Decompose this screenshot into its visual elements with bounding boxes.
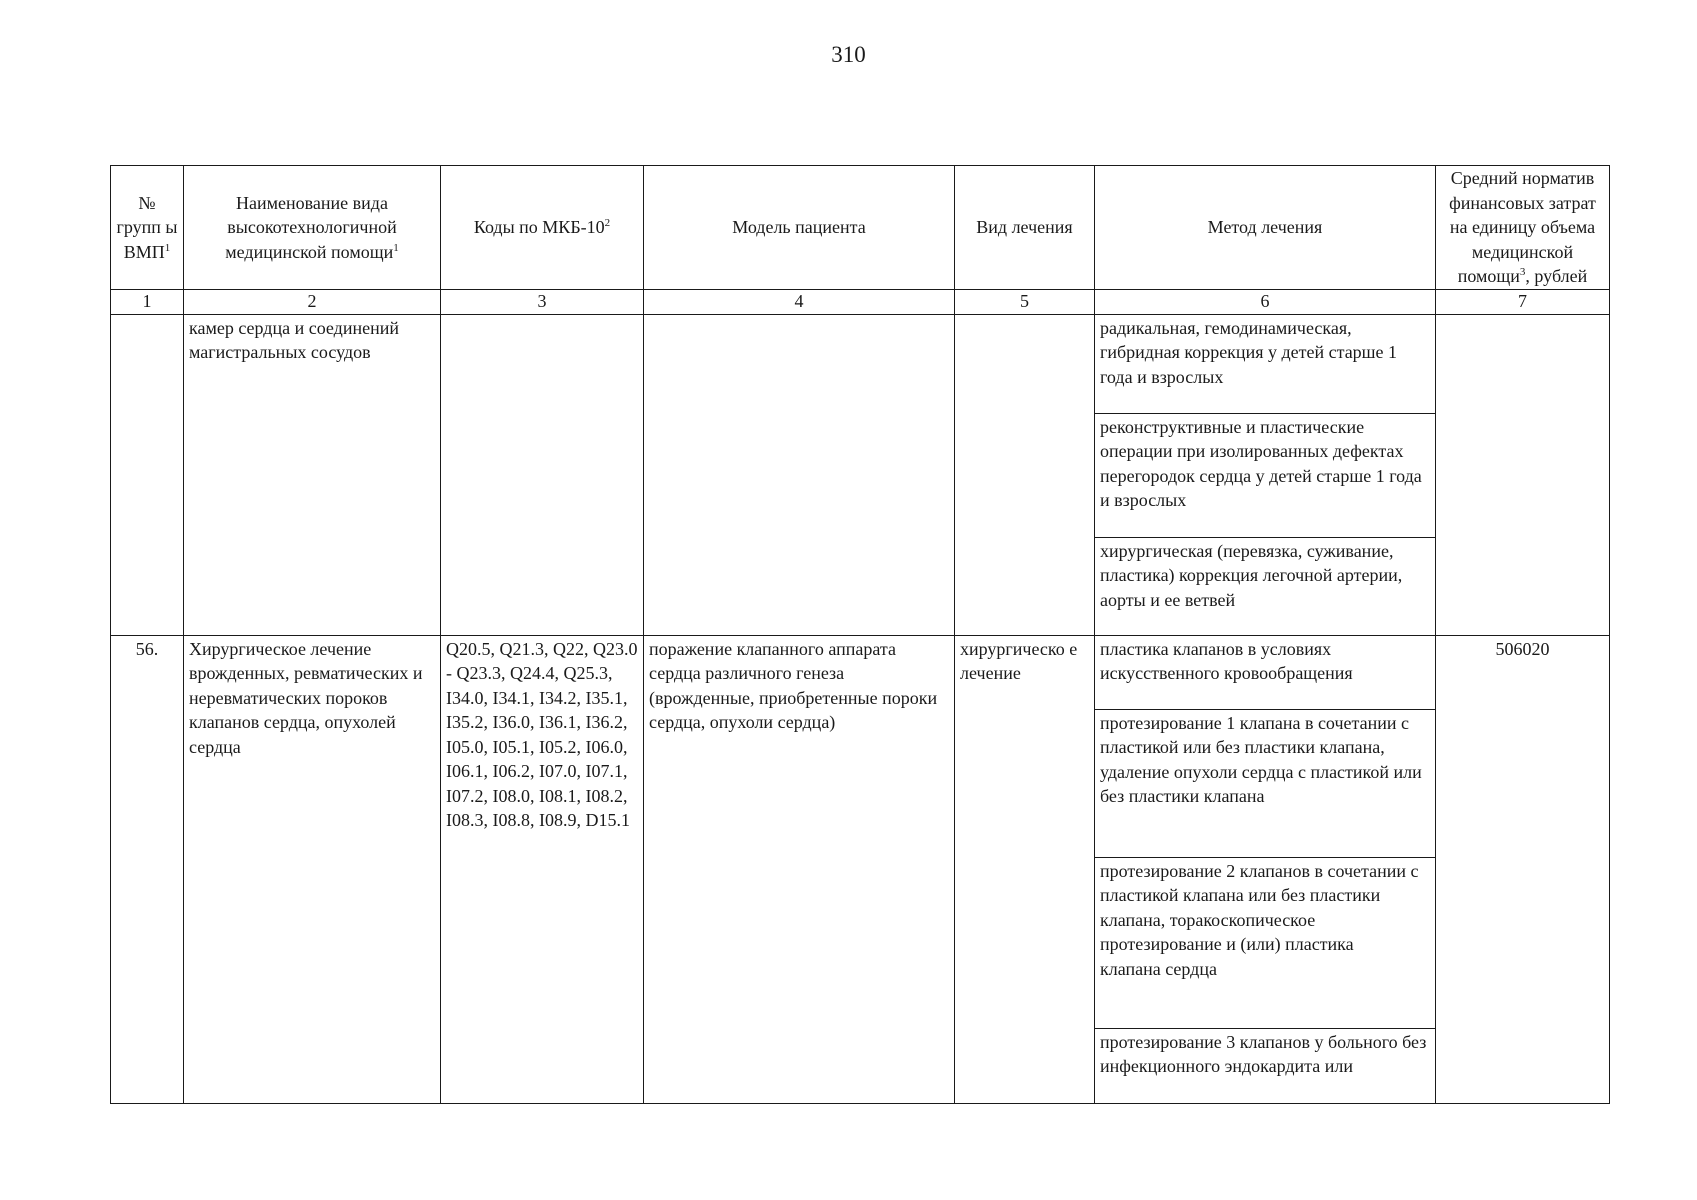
- group-number-cell: 56.: [111, 635, 184, 1103]
- vmp-table: [110, 165, 1610, 1104]
- care-name-cell: камер сердца и соединений магистральных сосудов: [184, 314, 441, 635]
- treatment-method: пластика клапанов в условиях искусственного кровообращения: [1095, 636, 1435, 710]
- column-number: 6: [1095, 289, 1436, 314]
- table-row: [111, 635, 1610, 1103]
- treatment-method: протезирование 2 клапанов в сочетании с пластикой клапана или без пластики клапана, торакоскопическое протезирование и (или) пластика клапана сердца: [1095, 858, 1435, 1029]
- patient-model-cell: [644, 314, 955, 635]
- group-number-cell: [111, 314, 184, 635]
- header-patient-model: Модель пациента: [644, 166, 955, 290]
- treatment-type-cell: хирургическо е лечение: [955, 635, 1095, 1103]
- treatment-method-cell: [1095, 635, 1436, 1103]
- treatment-method: протезирование 1 клапана в сочетании с пластикой или без пластики клапана, удаление опухоли сердца с пластикой или без пластики клапана: [1095, 710, 1435, 858]
- header-treatment-method: Метод лечения: [1095, 166, 1436, 290]
- column-number: 1: [111, 289, 184, 314]
- column-number: 2: [184, 289, 441, 314]
- header-group-number: № групп ы ВМП$^1$: [111, 166, 184, 290]
- treatment-method: радикальная, гемодинамическая, гибридная коррекция у детей старше 1 года и взрослых: [1095, 315, 1435, 414]
- page-number: 310: [831, 42, 866, 67]
- treatment-method: протезирование 3 клапанов у больного без инфекционного эндокардита или: [1100, 1031, 1427, 1076]
- column-number: 3: [441, 289, 644, 314]
- header-care-name: Наименование вида высокотехнологичной медицинской помощи$^1$: [184, 166, 441, 290]
- column-number: 7: [1436, 289, 1610, 314]
- table-row: [111, 314, 1610, 635]
- icd-codes-cell: Q20.5, Q21.3, Q22, Q23.0 - Q23.3, Q24.4, Q25.3, I34.0, I34.1, I34.2, I35.1, I35.2, I36.0, I36.1, I36.2, I05.0, I05.1, I05.2, I06.0, I06.1, I06.2, I07.0, I07.1, I07.2, I08.0, I08.1, I08.2, I08.3, I08.8, I08.9, D15.1: [441, 635, 644, 1103]
- treatment-method: хирургическая (перевязка, суживание, пластика) коррекция легочной артерии, аорты и ее ветвей: [1100, 540, 1403, 610]
- header-cost-norm: Средний норматив финансовых затрат на единицу объема медицинской помощи$^3$, рублей: [1436, 166, 1610, 290]
- column-number: 4: [644, 289, 955, 314]
- treatment-method: реконструктивные и пластические операции при изолированных дефектах перегородок сердца у детей старше 1 года и взрослых: [1095, 414, 1435, 538]
- treatment-type-cell: [955, 314, 1095, 635]
- patient-model-cell: поражение клапанного аппарата сердца различного генеза (врожденные, приобретенные пороки сердца, опухоли сердца): [644, 635, 955, 1103]
- column-number-row: [111, 289, 1610, 314]
- header-treatment-type: Вид лечения: [955, 166, 1095, 290]
- cost-norm-cell: 506020: [1436, 635, 1610, 1103]
- header-row: [111, 166, 1610, 290]
- column-number: 5: [955, 289, 1095, 314]
- header-icd-codes: Коды по МКБ-$10^2$: [441, 166, 644, 290]
- care-name-cell: Хирургическое лечение врожденных, ревматических и неревматических пороков клапанов сердца, опухолей сердца: [184, 635, 441, 1103]
- icd-codes-cell: [441, 314, 644, 635]
- cost-norm-cell: [1436, 314, 1610, 635]
- treatment-method-cell: [1095, 314, 1436, 635]
